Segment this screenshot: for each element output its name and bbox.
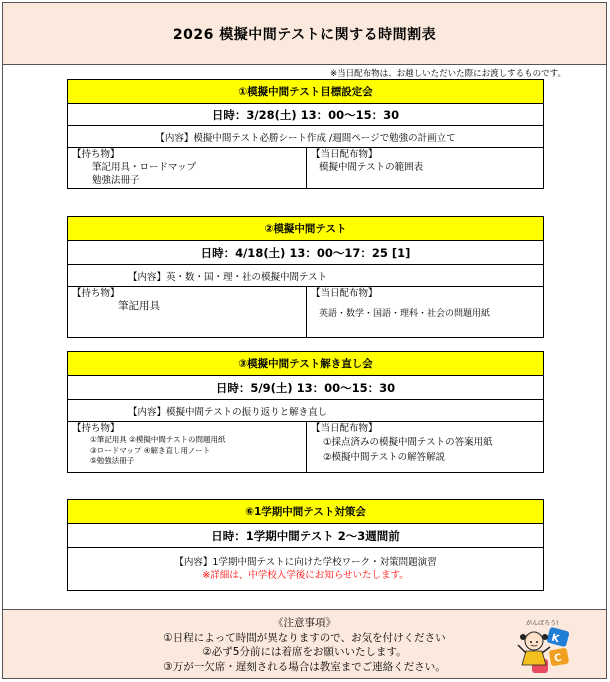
- session-block-3: [67, 351, 544, 473]
- note-line: ①日程によって時間が異なりますので、お気を付けください: [163, 631, 446, 644]
- session-title: ②模擬中間テスト: [68, 217, 543, 241]
- session-title: ①模擬中間テスト目標設定会: [68, 80, 543, 104]
- session-content-row: [68, 548, 543, 590]
- distrib-list: [311, 161, 539, 174]
- bring-items-column: [68, 422, 307, 472]
- footer-notes: [3, 609, 606, 678]
- bring-list: [72, 300, 302, 313]
- timetable-page: [2, 2, 607, 679]
- distrib-items-column: [307, 287, 543, 337]
- session-title: ⑥1学期中間テスト対策会: [68, 500, 543, 524]
- session-title: ③模擬中間テスト解き直し会: [68, 352, 543, 376]
- distrib-label: 【当日配布物】: [311, 288, 378, 299]
- distrib-item: 模擬中間テストの範囲表: [319, 162, 424, 173]
- bring-label: 【持ち物】: [72, 149, 120, 160]
- note-line: ②必ず5分前には着席をお願いいたします。: [202, 646, 407, 658]
- page-header: [3, 3, 606, 65]
- session-date: 日時：3/28(土) 13：00～15：30: [68, 104, 543, 126]
- session-block-6: [67, 499, 544, 591]
- note-line: ③万が一欠席・遅刻される場合は教室までご連絡ください。: [163, 660, 446, 673]
- page-title: 2026 模擬中間テストに関する時間割表: [172, 26, 437, 43]
- session-block-1: [67, 79, 544, 189]
- session-items: [68, 287, 543, 337]
- mascot-illustration: [512, 617, 576, 675]
- distrib-list: [311, 435, 539, 465]
- session-date: 日時：1学期中間テスト 2～3週間前: [68, 524, 543, 548]
- bring-items-column: [68, 148, 307, 188]
- bring-list: [72, 435, 302, 467]
- bring-item: ③ロードマップ ④解き直し用ノート: [90, 445, 211, 455]
- session-date: 日時：5/9(土) 13：00～15：30: [68, 376, 543, 400]
- session-date: 日時：4/18(土) 13：00～17：25 [1]: [68, 241, 543, 265]
- distrib-label: 【当日配布物】: [311, 149, 378, 160]
- bring-item: ①筆記用具 ②模擬中間テストの問題用紙: [90, 435, 226, 444]
- session-content: 【内容】模擬中間テストの振り返りと解き直し: [68, 400, 543, 422]
- distrib-items-column: [307, 148, 543, 188]
- session-items: [68, 422, 543, 472]
- bring-item: ⑤勉強法冊子: [90, 456, 135, 465]
- notes-heading: 《注意事項》: [273, 617, 336, 629]
- session-content: 【内容】英・数・国・理・社の模擬中間テスト: [68, 265, 543, 287]
- bring-label: 【持ち物】: [72, 423, 120, 434]
- bring-item: 筆記用具: [118, 300, 160, 312]
- distrib-item: ②模擬中間テストの解答解説: [323, 452, 446, 463]
- bring-item: 筆記用具・ロードマップ: [92, 162, 197, 173]
- svg-text:C: C: [553, 652, 563, 665]
- distrib-label: 【当日配布物】: [311, 423, 378, 434]
- session-items: [68, 148, 543, 188]
- mascot-caption: がんばろう!: [526, 620, 559, 627]
- bring-label: 【持ち物】: [72, 288, 120, 299]
- svg-text:K: K: [550, 632, 561, 646]
- session-note: ※詳細は、中学校入学後にお知らせいたします。: [202, 570, 409, 581]
- distrib-item: 英語・数学・国語・理科・社会の問題用紙: [319, 309, 491, 319]
- distrib-items-column: [307, 422, 543, 472]
- session-content: 【内容】模擬中間テスト必勝シート作成 /週間ページで勉強の計画立て: [68, 126, 543, 148]
- bring-items-column: [68, 287, 307, 337]
- mascot-icon: [512, 617, 576, 675]
- distrib-list: [311, 300, 539, 321]
- bring-item: 勉強法冊子: [92, 175, 140, 186]
- distribution-note: ※当日配布物は、お越しいただいた際にお渡しするものです。: [330, 69, 566, 79]
- session-content: 【内容】1学期中間テストに向けた学校ワーク・対策問題演習: [174, 557, 437, 568]
- bring-list: [72, 161, 302, 187]
- session-block-2: [67, 216, 544, 338]
- distrib-item: ①採点済みの模擬中間テストの答案用紙: [323, 437, 493, 448]
